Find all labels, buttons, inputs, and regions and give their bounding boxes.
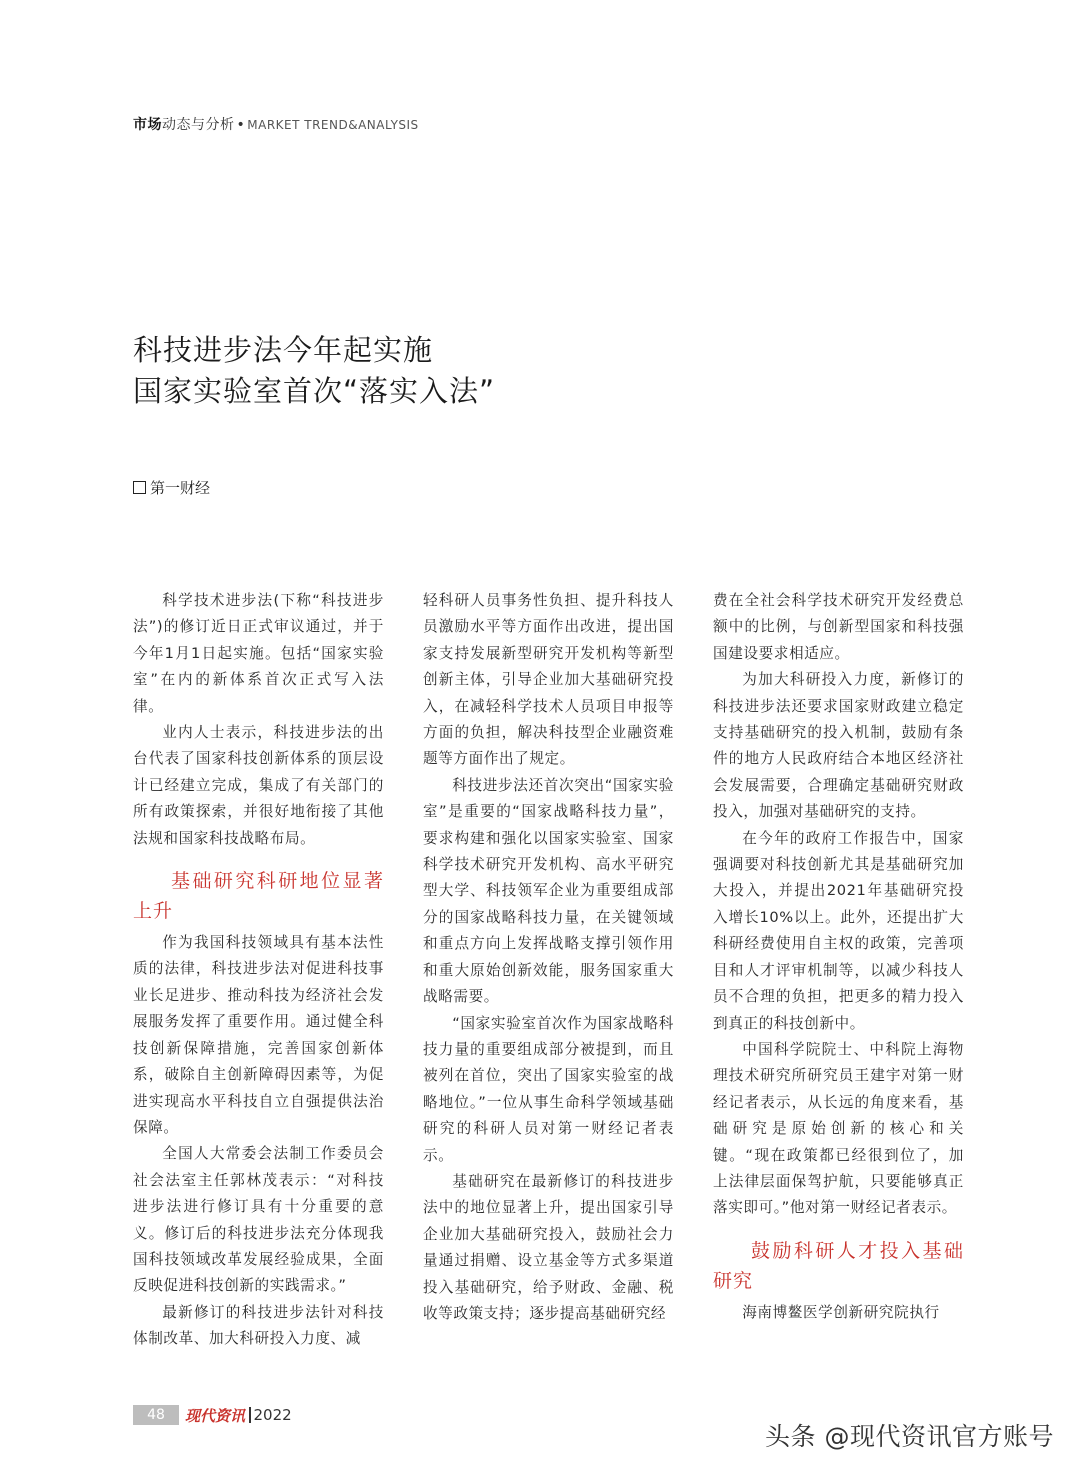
paragraph: 费在全社会科学技术研究开发经费总额中的比例，与创新型国家和科技强国建设要求相适应。 (713, 592, 964, 662)
section-header (133, 114, 419, 134)
watermark: 头条 @现代资讯官方账号 (765, 1422, 1054, 1451)
byline (133, 477, 210, 498)
section-header-bold: 市场 (133, 117, 162, 133)
section-header-english: MARKET TREND&ANALYSIS (247, 118, 419, 132)
magazine-name: 现代资讯 (185, 1406, 246, 1425)
article-title-line1: 科技进步法今年起实施 (133, 333, 434, 367)
article-title-line2: 国家实验室首次“落实入法” (133, 374, 496, 408)
section-header-normal: 动态与分析 (162, 117, 235, 133)
paragraph: 为加大科研投入力度，新修订的科技进步法还要求国家财政建立稳定支持基础研究的投入机制，鼓励有条件的地方人民政府结合本地区经济社会发展需要，合理确定基础研究财政投入，加强对基础研究的支持。 (713, 671, 964, 821)
page-number: 48 (133, 1405, 179, 1425)
page-footer (133, 1404, 292, 1426)
paragraph: 科技进步法还首次突出“国家实验室”是重要的“国家战略科技力量”，要求构建和强化以国家实验室、国家科学技术研究开发机构、高水平研究型大学、科技领军企业为重要组成部分的国家战略科技力量，在关键领域和重点方向上发挥战略支撑引领作用和重大原始创新效能，服务国家重大战略需要。 (423, 776, 674, 1006)
article-title (133, 330, 495, 412)
paragraph: “国家实验室首次作为国家战略科技力量的重要组成部分被提到，而且被列在首位，突出了国家实验室的战略地位。”一位从事生命科学领域基础研究的科研人员对第一财经记者表示。 (423, 1014, 674, 1164)
paragraph: 中国科学院院士、中科院上海物理技术研究所研究员王建宇对第一财经记者表示，从长远的角度来看，基础研究是原始创新的核心和关键。“现在政策都已经很到位了，加上法律层面保驾护航，只要能够真正落实即可。”他对第一财经记者表示。 (713, 1040, 964, 1217)
text-column-3 (713, 588, 964, 1326)
byline-source: 第一财经 (150, 479, 211, 497)
paragraph: 业内人士表示，科技进步法的出台代表了国家科技创新体系的顶层设计已经建立完成，集成了有关部门的所有政策探索，并很好地衔接了其他法规和国家科技战略布局。 (133, 724, 384, 847)
paragraph: 海南博鳌医学创新研究院执行 (742, 1303, 940, 1321)
issue-year: 2022 (253, 1406, 292, 1424)
subheading-talent: 鼓励科研人才投入基础研究 (713, 1239, 964, 1292)
paragraph: 最新修订的科技进步法针对科技体制改革、加大科研投入力度、减 (133, 1303, 384, 1348)
subheading-basic-research: 基础研究科研地位显著上升 (133, 870, 384, 923)
footer-divider (249, 1407, 251, 1423)
paragraph: 在今年的政府工作报告中，国家强调要对科技创新尤其是基础研究加大投入，并提出2021年基础研究投入增长10%以上。此外，还提出扩大科研经费使用自主权的政策，完善项目和人才评审机制等，以减少科技人员不合理的负担，把更多的精力投入到真正的科技创新中。 (713, 829, 964, 1032)
paragraph: 科学技术进步法(下称“科技进步法”)的修订近日正式审议通过，并于今年1月1日起实施。包括“国家实验室”在内的新体系首次正式写入法律。 (133, 592, 384, 715)
paragraph: 轻科研人员事务性负担、提升科技人员激励水平等方面作出改进，提出国家支持发展新型研究开发机构等新型创新主体，引导企业加大基础研究投入，在减轻科学技术人员项目申报等方面的负担，解决科技型企业融资难题等方面作出了规定。 (423, 592, 674, 768)
paragraph: 基础研究在最新修订的科技进步法中的地位显著上升，提出国家引导企业加大基础研究投入，鼓励社会力量通过捐赠、设立基金等方式多渠道投入基础研究，给予财政、金融、税收等政策支持；逐步提高基础研究经 (423, 1172, 674, 1322)
section-header-separator: • (236, 117, 246, 133)
text-column-1 (133, 588, 384, 1353)
paragraph: 全国人大常委会法制工作委员会社会法室主任郭林茂表示：“对科技进步法进行修订具有十分重要的意义。修订后的科技进步法充分体现我国科技领域改革发展经验成果，全面反映促进科技创新的实践需求。” (133, 1145, 384, 1295)
paragraph: 作为我国科技领域具有基本法性质的法律，科技进步法对促进科技事业长足进步、推动科技为经济社会发展服务发挥了重要作用。通过健全科技创新保障措施，完善国家创新体系，破除自主创新障碍因素等，为促进实现高水平科技自立自强提供法治保障。 (133, 934, 384, 1136)
text-column-2 (423, 588, 674, 1327)
byline-box-icon (133, 481, 146, 494)
